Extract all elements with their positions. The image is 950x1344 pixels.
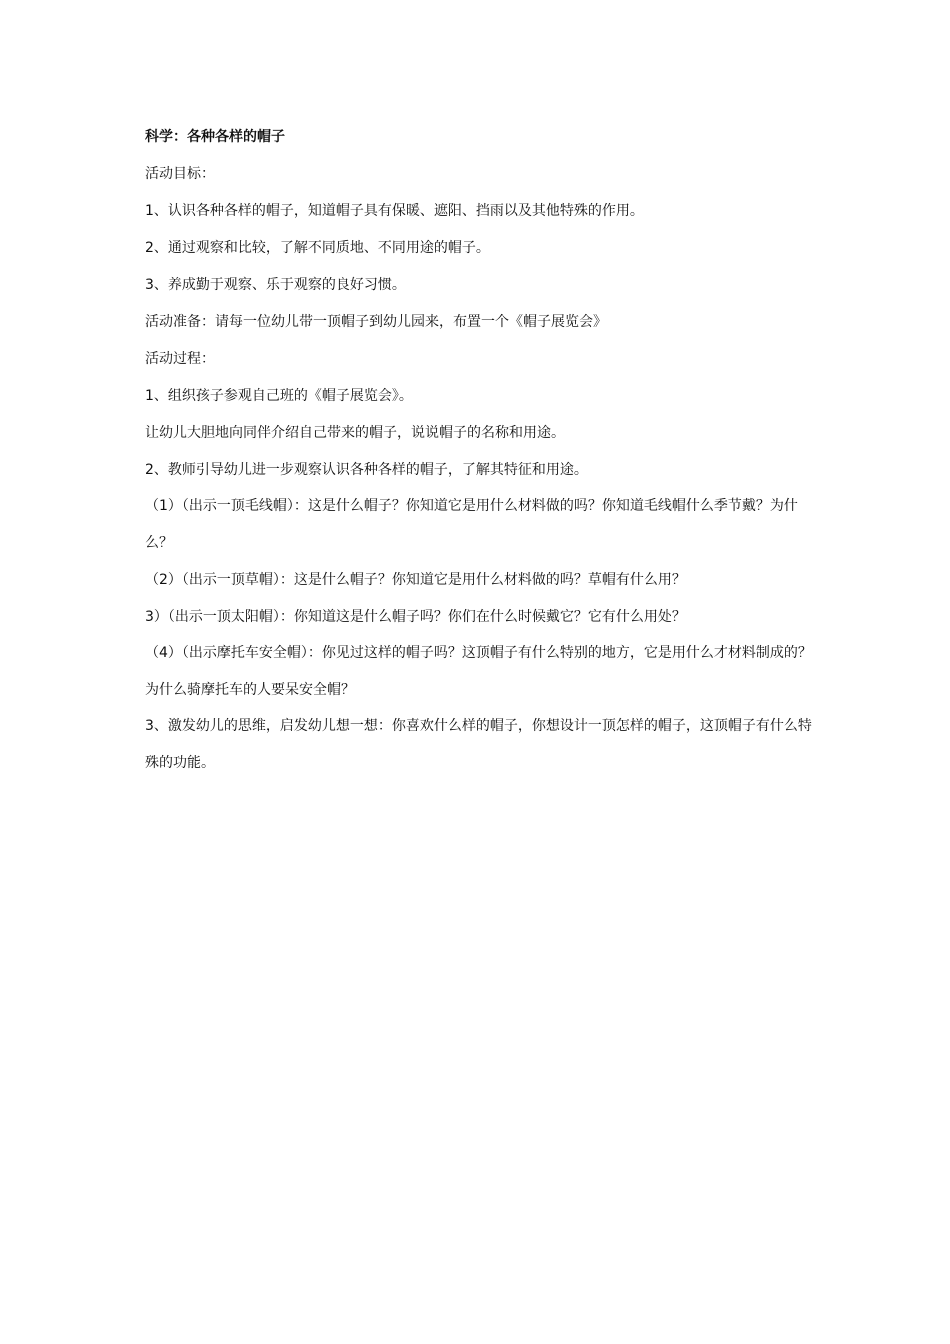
paragraph-activity-goals: 活动目标：: [145, 166, 215, 182]
paragraph-goal-1: 1、认识各种各样的帽子，知道帽子具有保暖、遮阳、挡雨以及其他特殊的作用。: [145, 203, 644, 219]
paragraph-activity-preparation: 活动准备：请每一位幼儿带一顶帽子到幼儿园来，布置一个《帽子展览会》: [145, 314, 607, 330]
paragraph-process-2: 2、教师引导幼儿进一步观察认识各种各样的帽子，了解其特征和用途。: [145, 462, 588, 478]
paragraph-goal-2: 2、通过观察和比较，了解不同质地、不同用途的帽子。: [145, 240, 490, 256]
paragraph-item-4: （4）（出示摩托车安全帽）：你见过这样的帽子吗？这顶帽子有什么特别的地方，它是用什么才材料制成的？为什么骑摩托车的人要呆安全帽？: [145, 645, 812, 698]
paragraph-goal-3: 3、养成勤于观察、乐于观察的良好习惯。: [145, 277, 406, 293]
paragraph-item-2: （2）（出示一顶草帽）：这是什么帽子？你知道它是用什么材料做的吗？草帽有什么用？: [145, 572, 686, 588]
paragraph-item-1: （1）（出示一顶毛线帽）：这是什么帽子？你知道它是用什么材料做的吗？你知道毛线帽什么季节戴？为什么？: [145, 498, 798, 551]
paragraph-item-3: 3）（出示一顶太阳帽）：你知道这是什么帽子吗？你们在什么时候戴它？它有什么用处？: [145, 609, 686, 625]
paragraph-process-3: 3、激发幼儿的思维，启发幼儿想一想：你喜欢什么样的帽子，你想设计一顶怎样的帽子，这顶帽子有什么特殊的功能。: [145, 718, 812, 771]
paragraph-process-1: 1、组织孩子参观自己班的《帽子展览会》。: [145, 388, 413, 404]
document-body: [145, 126, 815, 789]
paragraph-process-1-detail: 让幼儿大胆地向同伴介绍自己带来的帽子，说说帽子的名称和用途。: [145, 425, 565, 441]
paragraph-activity-process: 活动过程：: [145, 351, 215, 367]
document-title: 科学：各种各样的帽子: [145, 129, 285, 145]
